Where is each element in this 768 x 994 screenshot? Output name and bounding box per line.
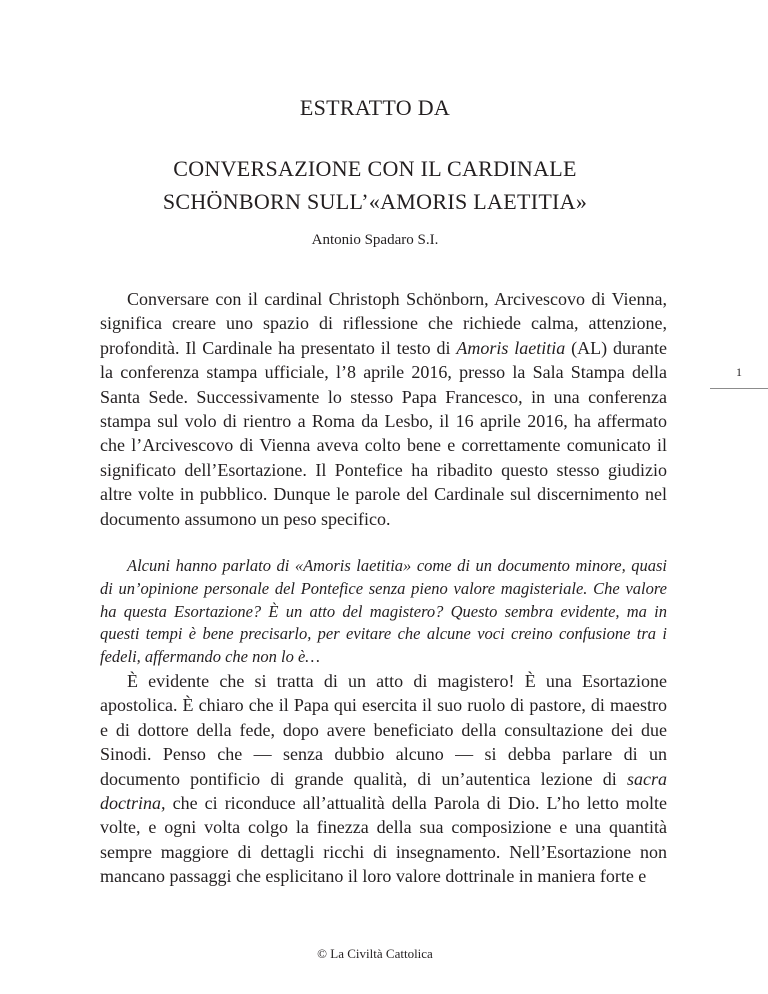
- interview-answer: [100, 669, 667, 889]
- answer-italic-term: sacra doctrina,: [100, 768, 667, 814]
- author-byline: Antonio Spadaro S.I.: [311, 232, 439, 248]
- page-folio: [710, 365, 768, 389]
- intro-paragraph: [100, 287, 667, 531]
- article-title-line-2: SCHÖNBORN SULL’«AMORIS LAETITIA»: [162, 189, 588, 214]
- intro-text-part-2: (AL) durante la conferenza stampa ufficiale, l’8 aprile 2016, presso la Sala Stampa della Santa Sede. Successivamente lo stesso Papa Francesco, in una conferenza stampa sul volo di rientro a Roma da Lesbo, il 16 aprile 2016, ha affermato che l’Arcivescovo di Vienna aveva colto bene e correttamente comunicato il significato dell’Esortazione. Il Pontefice ha ribadito questo stesso giudizio altre volte in pubblico. Dunque le parole del Cardinale sul discernimento nel documento assumono un peso specifico.: [100, 337, 667, 529]
- intro-italic-title: Amoris laetitia: [456, 337, 566, 358]
- intro-text-part-1: Conversare con il cardinal Christoph Schönborn, Arcivescovo di Vienna, significa creare uno spazio di riflessione che richiede calma, attenzione, profondità. Il Cardinale ha presentato il testo di: [100, 289, 667, 358]
- answer-text-part-1: È evidente che si tratta di un atto di magistero! È una Esortazione apostolica. È chiaro che il Papa qui esercita il suo ruolo di pastore, di maestro e di dottore della fede, dopo avere beneficiato della consultazione dei due Sinodi. Penso che — senza dubbio alcuno — si debba parlare di un documento pontificio di grande qualità, di un’autentica lezione di: [100, 671, 667, 789]
- article-body: [100, 287, 667, 889]
- excerpt-label: ESTRATTO DA: [299, 95, 451, 120]
- paragraph-gap: [100, 531, 667, 555]
- article-title: [90, 152, 660, 218]
- folio-rule: [710, 388, 768, 389]
- page-number: 1: [736, 365, 742, 379]
- copyright-footer: © La Civiltà Cattolica: [317, 946, 433, 961]
- interview-question: Alcuni hanno parlato di «Amoris laetitia» come di un documento minore, quasi di un’opinione personale del Pontefice senza pieno valore magisteriale. Che valore ha questa Esortazione? È un atto del magistero? Questo sembra evidente, ma in questi tempi è bene precisarlo, per evitare che alcune voci creino confusione tra i fedeli, affermando che non lo è…: [100, 556, 667, 667]
- article-title-line-1: CONVERSAZIONE CON IL CARDINALE: [173, 156, 577, 181]
- answer-text-part-2: che ci riconduce all’attualità della Parola di Dio. L’ho letto molte volte, e ogni volta colgo la finezza della sua composizione e una quantità sempre maggiore di dettagli ricchi di insegnamento. Nell’Esortazione non mancano passaggi che esplicitano il loro valore dottrinale in maniera forte e: [100, 793, 667, 887]
